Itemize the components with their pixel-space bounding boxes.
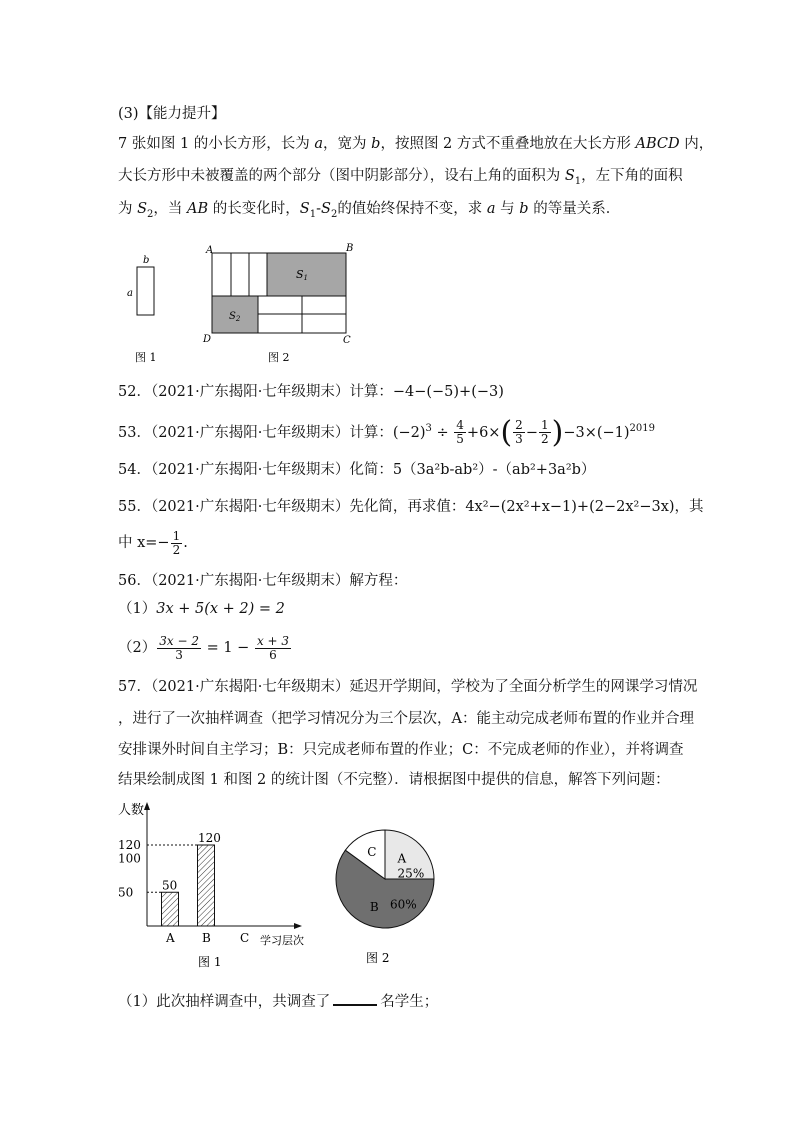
- fig1-label-a: a: [127, 288, 133, 299]
- fig2-vertex-a: A: [206, 245, 214, 256]
- problem7-line1: 7 张如图 1 的小长方形，长为 a，宽为 b，按照图 2 方式不重叠地放在大长方形 ABCD 内，: [118, 136, 714, 152]
- y-axis-label: 人数: [118, 803, 145, 818]
- question-55: 55．（2021·广东揭阳·七年级期末）先化简，再求值：4x²−(2x²+x−1)+(2−2x²−3x)，其: [118, 499, 704, 515]
- question-56: 56．（2021·广东揭阳·七年级期末）解方程：: [118, 573, 408, 589]
- fraction: $\frac{x + 3}{6}$: [256, 633, 290, 662]
- y-tick-label: 120: [118, 838, 141, 852]
- question-56-part1: （1）3x + 5(x + 2) = 2: [118, 601, 285, 617]
- fig1-label-b: b: [143, 255, 150, 266]
- pie-pct-b: 60%: [389, 897, 417, 912]
- question-56-part2: （2） $\frac{3x - 2}{3}$ = 1 − $\frac{x + 3}{6}$: [118, 633, 290, 662]
- bar: [162, 892, 179, 926]
- fraction: $\frac{4}{5}$: [456, 418, 464, 447]
- pie-label-b: B: [369, 899, 379, 914]
- question-57-sub1: （1）此次抽样调查中，共调查了 名学生；: [118, 990, 438, 1012]
- pie-label-a: A: [397, 851, 407, 866]
- x-tick-label: C: [240, 931, 250, 945]
- question-57-line3: 安排课外时间自主学习；B：只完成老师布置的作业；C：不完成老师的作业），并将调查: [118, 742, 684, 758]
- problem7-line2: 大长方形中未被覆盖的两个部分（图中阴影部分），设右上角的面积为 $S_1$，左下角的面积: [118, 168, 683, 187]
- fraction: $\frac{3x - 2}{3}$: [159, 633, 199, 662]
- bar: [198, 845, 215, 926]
- fig1-rectangle: [137, 267, 154, 315]
- bar-chart-caption: 图 1: [198, 955, 222, 969]
- fig2-label-s2: $S_2$: [229, 311, 241, 323]
- question-55-line2: 中 x=− $\frac{1}{2}$ .: [118, 528, 188, 557]
- fig2-vertex-d: D: [203, 334, 212, 345]
- x-tick-label: A: [166, 931, 175, 945]
- pie-label-c: C: [367, 844, 377, 859]
- question-52: 52．（2021·广东揭阳·七年级期末）计算：−4−(−5)+(−3): [118, 384, 504, 400]
- question-53: 53．（2021·广东揭阳·七年级期末）计算：$(-2)^3$ ÷ $\frac{4}{5}$ +6×( $\frac{2}{3}$ − $\frac{1}{2}$ )$-3\times(-1)^{2019}$: [118, 414, 655, 450]
- section-label: (3)【能力提升】: [118, 106, 226, 122]
- x-axis-label: 学习层次: [260, 934, 304, 947]
- problem7-line3: 为 $S_2$，当 AB 的长变化时，$S_1-S_2$的值始终保持不变，求 a 与 b 的等量关系．: [118, 201, 621, 220]
- x-axis-arrow-icon: [294, 923, 302, 929]
- fraction: $\frac{2}{3}$: [515, 418, 523, 447]
- question-57-line2: ，进行了一次抽样调查（把学习情况分为三个层次，A：能主动完成老师布置的作业并合理: [118, 711, 694, 727]
- bar-value-label: 120: [198, 831, 221, 845]
- pie-chart: [330, 826, 440, 966]
- pie-chart-caption: 图 2: [366, 951, 390, 965]
- fig2-vertex-c: C: [343, 335, 351, 346]
- question-57-line4: 结果绘制成图 1 和图 2 的统计图（不完整）．请根据图中提供的信息，解答下列问题：: [118, 772, 670, 788]
- x-tick-label: B: [202, 931, 211, 945]
- pie-pct-a: 25%: [397, 866, 425, 881]
- fig2-vertex-b: B: [346, 243, 354, 254]
- y-tick-label: 50: [118, 885, 134, 900]
- fig2-caption: 图 2: [268, 351, 290, 364]
- answer-blank[interactable]: [333, 990, 377, 1006]
- y-tick-label: 100: [118, 851, 141, 866]
- fig1-caption: 图 1: [135, 351, 157, 364]
- fraction: $\frac{1}{2}$: [540, 418, 549, 447]
- question-57: 57．（2021·广东揭阳·七年级期末）延迟开学期间，学校为了全面分析学生的网课学习情况: [118, 679, 698, 695]
- fig2-label-s1: S1: [296, 268, 309, 282]
- y-axis-arrow-icon: [144, 802, 150, 810]
- bar-value-label: 50: [162, 878, 178, 893]
- bar-chart: [110, 796, 320, 976]
- fraction: $\frac{1}{2}$: [172, 528, 181, 557]
- rectangle-figures: [110, 238, 370, 368]
- question-54: 54．（2021·广东揭阳·七年级期末）化简：5（3a²b-ab²）-（ab²+3a²b）: [118, 462, 596, 478]
